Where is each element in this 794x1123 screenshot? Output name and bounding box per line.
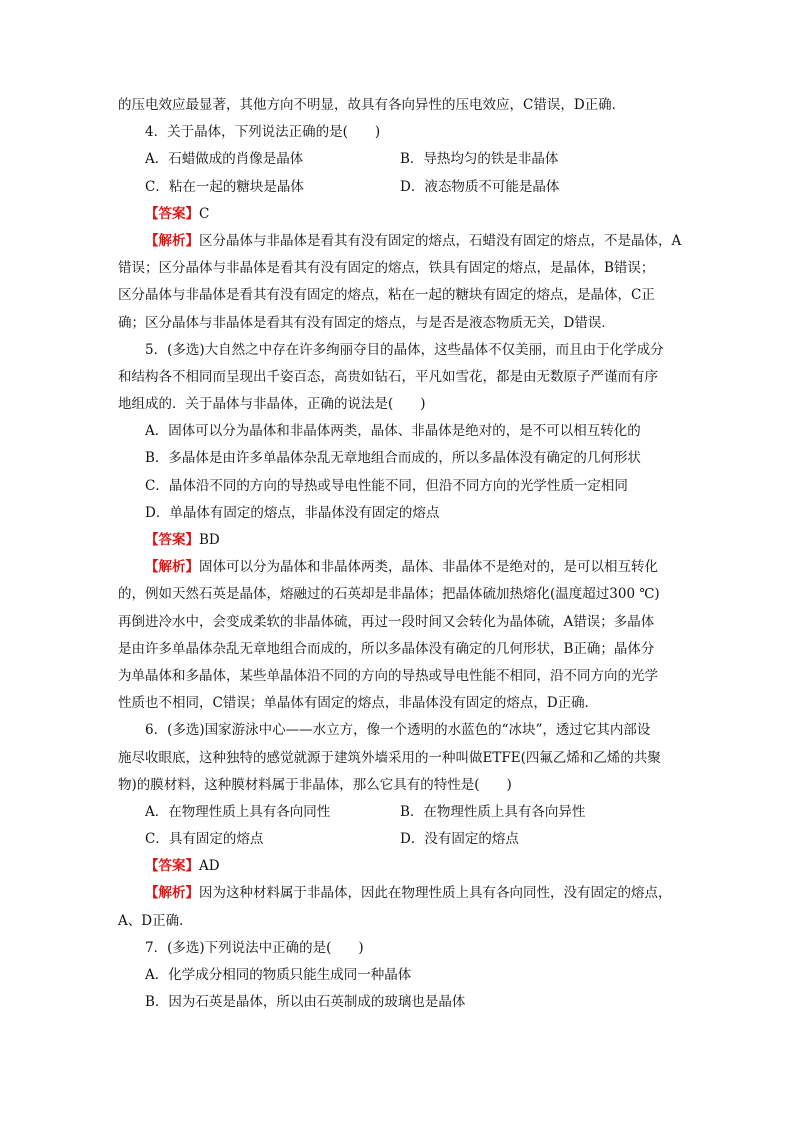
text-line: 错误；区分晶体与非晶体是看其有没有固定的熔点，铁具有固定的熔点，是晶体，B错误； (118, 260, 655, 277)
question-7: 7．(多选)下列说法中正确的是( ) (145, 939, 364, 956)
option-b: B．因为石英是晶体，所以由石英制成的玻璃也是晶体 (145, 994, 466, 1011)
option-b: B．导热均匀的铁是非晶体 (400, 151, 559, 168)
text-line: 和结构各不相同而呈现出千姿百态，高贵如钻石，平凡如雪花，都是由无数原子严谨而有序 (118, 368, 658, 385)
option-c: C．晶体沿不同的方向的导热或导电性能不同，但沿不同方向的光学性质一定相同 (145, 477, 628, 494)
text-line: 确；区分晶体与非晶体是看其有没有固定的熔点，与是否是液态物质无关，D错误． (118, 314, 615, 331)
text-line: 是由许多单晶体杂乱无章地组合而成的，所以多晶体没有确定的几何形状，B正确；晶体分 (118, 640, 655, 657)
option-a: A．化学成分相同的物质只能生成同一种晶体 (145, 967, 412, 983)
option-c: C．具有固定的熔点 (145, 831, 264, 848)
analysis-tag: 【解析】 (145, 559, 199, 576)
text-line: 性质也不相同，C错误；单晶体有固定的熔点，非晶体没有固定的熔点，D正确． (118, 695, 599, 712)
option-b: B．多晶体是由许多单晶体杂乱无章地组合而成的，所以多晶体没有确定的几何形状 (145, 450, 641, 467)
option-d: D．液态物质不可能是晶体 (400, 178, 560, 195)
document-page (118, 92, 693, 1016)
answer-value: AD (199, 858, 220, 875)
question-4: 4．关于晶体，下列说法正确的是( ) (145, 124, 381, 141)
option-d: D．没有固定的熔点 (400, 831, 519, 848)
text-line: 物)的膜材料，这种膜材料属于非晶体，那么它具有的特性是( ) (118, 776, 512, 793)
text-line: A、D正确． (118, 912, 193, 929)
text-line: 的压电效应最显著，其他方向不明显，故具有各向异性的压电效应，C错误，D正确． (118, 97, 626, 113)
analysis-tag: 【解析】 (145, 885, 199, 902)
text-line: 再倒进冷水中，会变成柔软的非晶体硫，再过一段时间又会转化为晶体硫，A错误；多晶体 (118, 613, 655, 630)
option-c: C．粘在一起的糖块是晶体 (145, 178, 304, 195)
text-line: 施尽收眼底，这种独特的感觉就源于建筑外墙采用的一种叫做ETFE(四氟乙烯和乙烯的共聚 (118, 749, 661, 766)
answer-tag: 【答案】 (145, 858, 199, 875)
analysis-line (118, 554, 693, 581)
options-row (118, 146, 693, 173)
analysis-line (118, 228, 693, 255)
analysis-line (118, 880, 693, 907)
options-row (118, 799, 693, 826)
option-a: A．固体可以分为晶体和非晶体两类，晶体、非晶体是绝对的，是不可以相互转化的 (145, 423, 641, 440)
answer-line (118, 853, 693, 880)
text-line: 为单晶体和多晶体，某些单晶体沿不同的方向的导热或导电性能不相同，沿不同方向的光学 (118, 667, 658, 684)
answer-value: C (199, 205, 210, 222)
analysis-text: 区分晶体与非晶体是看其有没有固定的熔点，石蜡没有固定的熔点，不是晶体，A (199, 232, 682, 249)
option-b: B．在物理性质上具有各向异性 (400, 803, 586, 820)
text-line: 区分晶体与非晶体是看其有没有固定的熔点，粘在一起的糖块有固定的熔点，是晶体，C正 (118, 287, 655, 304)
answer-tag: 【答案】 (145, 532, 199, 548)
options-row (118, 174, 693, 201)
analysis-text: 因为这种材料属于非晶体，因此在物理性质上具有各向同性，没有固定的熔点， (199, 885, 672, 902)
analysis-text: 固体可以分为晶体和非晶体两类，晶体、非晶体不是绝对的，是可以相互转化 (199, 559, 658, 576)
text-line: 地组成的．关于晶体与非晶体，正确的说法是( ) (118, 396, 426, 413)
answer-line (118, 527, 693, 554)
answer-tag: 【答案】 (145, 205, 199, 222)
question-5: 5．(多选)大自然之中存在许多绚丽夺目的晶体，这些晶体不仅美丽，而且由于化学成分 (145, 341, 664, 358)
option-a: A．在物理性质上具有各向同性 (145, 803, 331, 820)
text-line: 的，例如天然石英是晶体，熔融过的石英却是非晶体；把晶体硫加热熔化(温度超过300 ℃) (118, 586, 660, 603)
options-row (118, 826, 693, 853)
answer-value: BD (199, 532, 220, 548)
analysis-tag: 【解析】 (145, 232, 199, 249)
question-6: 6．(多选)国家游泳中心——水立方，像一个透明的水蓝色的“冰块”，透过它其内部设 (145, 722, 651, 739)
answer-line (118, 201, 693, 228)
option-d: D．单晶体有固定的熔点，非晶体没有固定的熔点 (145, 504, 440, 521)
option-a: A．石蜡做成的肖像是晶体 (145, 151, 304, 168)
